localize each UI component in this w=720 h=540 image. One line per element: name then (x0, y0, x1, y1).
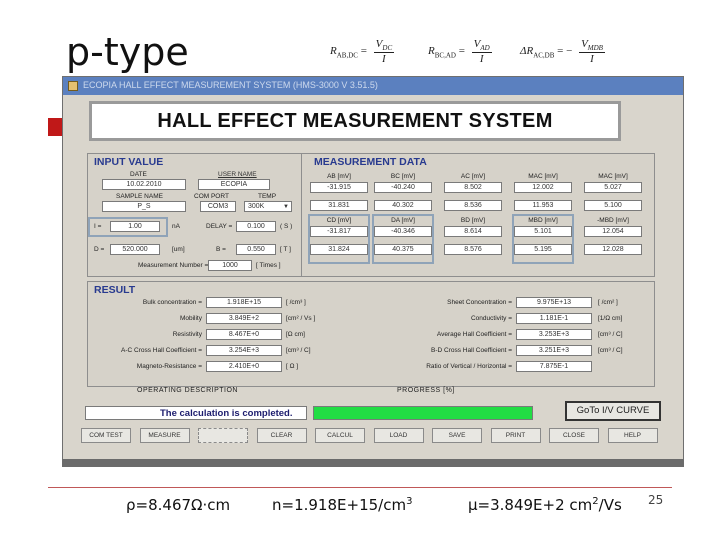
measurement-number-field[interactable]: 1000 (208, 260, 252, 271)
measurement-value[interactable]: 40.302 (374, 200, 432, 211)
sample-label: SAMPLE NAME (116, 193, 163, 200)
result-value: 2.410E+0 (206, 361, 282, 372)
result-unit: [cm³ / C] (286, 347, 311, 354)
thickness-label: D = (94, 246, 105, 253)
temp-label: TEMP (258, 193, 277, 200)
measurement-value[interactable]: 11.953 (514, 200, 572, 211)
result-unit: [cm² / Vs ] (286, 315, 316, 322)
result-unit: [cm³ / C] (598, 347, 623, 354)
measurement-header: BC [mV] (390, 173, 416, 180)
banner-title: HALL EFFECT MEASUREMENT SYSTEM (157, 110, 553, 132)
measurement-value[interactable]: 5.195 (514, 244, 572, 255)
save-button[interactable]: SAVE (432, 428, 482, 443)
measurement-value[interactable]: 5.101 (514, 226, 572, 237)
result-unit: [cm³ / C] (598, 331, 623, 338)
slide-number: 25 (648, 493, 664, 507)
field-label: B = (216, 246, 226, 253)
input-panel-title: INPUT VALUE (94, 156, 164, 168)
measurement-value[interactable]: 12.002 (514, 182, 572, 193)
result-unit: [ Ω ] (286, 363, 299, 370)
measurement-value[interactable]: 12.054 (584, 226, 642, 237)
date-label: DATE (130, 171, 147, 178)
chevron-down-icon: ▼ (283, 204, 289, 210)
help-button[interactable]: HELP (608, 428, 658, 443)
result-value: 9.975E+13 (516, 297, 592, 308)
result-label: Average Hall Coefficient = (436, 331, 512, 338)
delay-field[interactable]: 0.100 (236, 221, 276, 232)
window-title: ECOPIA HALL EFFECT MEASUREMENT SYSTEM (HMS-3000 V 3.51.5) (83, 80, 378, 90)
measurement-value[interactable]: 8.614 (444, 226, 502, 237)
result-label: B-D Cross Hall Coefficient = (431, 347, 512, 354)
field-unit: [ T ] (280, 246, 291, 253)
sample-field[interactable]: P_S (102, 201, 186, 212)
print-button[interactable]: PRINT (491, 428, 541, 443)
formula-r-ab-dc: $R_{AB,DC}$ = $\frac{V_{DC}}{I}$ (330, 38, 393, 66)
app-window (62, 76, 684, 460)
delay-unit: ( S ) (280, 223, 293, 230)
result-unit: [ /cm³ ] (286, 299, 306, 306)
result-label: Sheet Concentration = (447, 299, 512, 306)
result-value: 3.253E+3 (516, 329, 592, 340)
measurement-header: MBD [mV] (528, 217, 558, 224)
result-value: 7.875E-1 (516, 361, 592, 372)
measurement-value[interactable]: 40.375 (374, 244, 432, 255)
measurement-header: BD [mV] (460, 217, 486, 224)
measurement-value[interactable]: 5.027 (584, 182, 642, 193)
temp-value: 300K (248, 203, 265, 210)
operating-description-text: The calculation is completed. (160, 408, 293, 419)
result-unit: [Ω cm] (286, 331, 305, 338)
progress-bar (313, 406, 533, 420)
temp-select[interactable] (244, 201, 292, 212)
measurement-value[interactable]: 31.831 (310, 200, 368, 211)
footer-divider (48, 487, 672, 488)
footer-mobility (468, 496, 622, 514)
measurement-value[interactable]: 8.576 (444, 244, 502, 255)
com-test-button[interactable]: COM TEST (81, 428, 131, 443)
measurement-panel (301, 153, 655, 277)
measurement-number-label: Measurement Number = (138, 262, 209, 269)
blank-button[interactable] (198, 428, 248, 443)
footer-mobility-sup: 2 (592, 496, 599, 507)
calcul-button[interactable]: CALCUL (315, 428, 365, 443)
progress-fill (314, 407, 532, 419)
clear-button[interactable]: CLEAR (257, 428, 307, 443)
measurement-value[interactable]: -40.346 (374, 226, 432, 237)
current-label: I = (94, 223, 102, 230)
measurement-header: DA [mV] (391, 217, 415, 224)
input-panel (87, 153, 303, 277)
result-value: 8.467E+0 (206, 329, 282, 340)
goto-iv-curve-button[interactable]: GoTo I/V CURVE (565, 401, 661, 421)
current-unit: nA (172, 223, 180, 230)
result-panel-title: RESULT (94, 284, 136, 296)
measurement-header: CD [mV] (326, 217, 352, 224)
footer-mobility-text: μ=3.849E+2 cm (468, 496, 593, 514)
footer-resistivity: ρ=8.467Ω·cm (126, 496, 231, 514)
magnetic-field-field[interactable]: 0.550 (236, 244, 276, 255)
result-unit: [ /cm² ] (598, 299, 618, 306)
measurement-value[interactable]: -31.915 (310, 182, 368, 193)
measurement-panel-title: MEASUREMENT DATA (314, 156, 427, 168)
measurement-number-unit: [ Times ] (256, 262, 281, 269)
delay-label: DELAY = (206, 223, 233, 230)
operating-description-label: OPERATING DESCRIPTION (137, 387, 238, 394)
result-label: Ratio of Vertical / Horizontal = (426, 363, 512, 370)
result-label: A-C Cross Hall Coefficient = (121, 347, 202, 354)
measurement-header: MAC [mV] (598, 173, 628, 180)
result-label: Bulk concentration = (142, 299, 202, 306)
measurement-value[interactable]: 8.502 (444, 182, 502, 193)
result-unit: [1/Ω cm] (598, 315, 623, 322)
result-label: Conductivity = (470, 315, 512, 322)
measurement-value[interactable]: -31.817 (310, 226, 368, 237)
result-label: Magneto-Resistance = (136, 363, 202, 370)
close-button[interactable]: CLOSE (549, 428, 599, 443)
load-button[interactable]: LOAD (374, 428, 424, 443)
result-value: 3.251E+3 (516, 345, 592, 356)
formula-r-bc-ad: $R_{BC,AD}$ = $\frac{V_{AD}}{I}$ (428, 38, 490, 66)
measurement-value[interactable]: -40.240 (374, 182, 432, 193)
comport-label: COM PORT (194, 193, 229, 200)
measure-button[interactable]: MEASURE (140, 428, 190, 443)
formula-delta-r: $\Delta R_{AC,DB}$ = − $\frac{V_{MDB}}{I}$ (520, 38, 603, 66)
measurement-header: AC [mV] (460, 173, 486, 180)
footer-mobility-unit: /Vs (598, 496, 622, 514)
progress-label: PROGRESS [%] (397, 387, 455, 394)
operating-description-field (85, 406, 307, 420)
taskbar-strip (62, 459, 684, 467)
slide-title: p-type (66, 30, 189, 74)
measurement-value[interactable]: 8.536 (444, 200, 502, 211)
result-value: 3.254E+3 (206, 345, 282, 356)
current-field[interactable]: 1.00 (110, 221, 160, 232)
footer-density-sup: 3 (406, 496, 413, 507)
result-label: Mobility (179, 315, 202, 322)
measurement-header: AB [mV] (327, 173, 351, 180)
thickness-unit: [um] (172, 246, 185, 253)
system-banner (89, 101, 621, 141)
app-icon (68, 81, 78, 91)
measurement-value[interactable]: 5.100 (584, 200, 642, 211)
measurement-header: -MBD [mV] (597, 217, 629, 224)
result-value: 1.918E+15 (206, 297, 282, 308)
result-value: 3.849E+2 (206, 313, 282, 324)
result-value: 1.181E-1 (516, 313, 592, 324)
measurement-header: MAC [mV] (528, 173, 558, 180)
comport-field[interactable]: COM3 (200, 201, 236, 212)
window-titlebar (63, 77, 683, 95)
user-field[interactable]: ECOPIA (198, 179, 270, 190)
result-label: Resistivity (172, 331, 202, 338)
footer-density-text: n=1.918E+15/cm (272, 496, 407, 514)
measurement-value[interactable]: 12.028 (584, 244, 642, 255)
thickness-field[interactable]: 520.000 (110, 244, 160, 255)
measurement-value[interactable]: 31.824 (310, 244, 368, 255)
footer-density (272, 496, 412, 514)
result-panel (87, 281, 655, 387)
date-field[interactable]: 10.02.2010 (102, 179, 186, 190)
user-label: USER NAME (218, 171, 257, 178)
